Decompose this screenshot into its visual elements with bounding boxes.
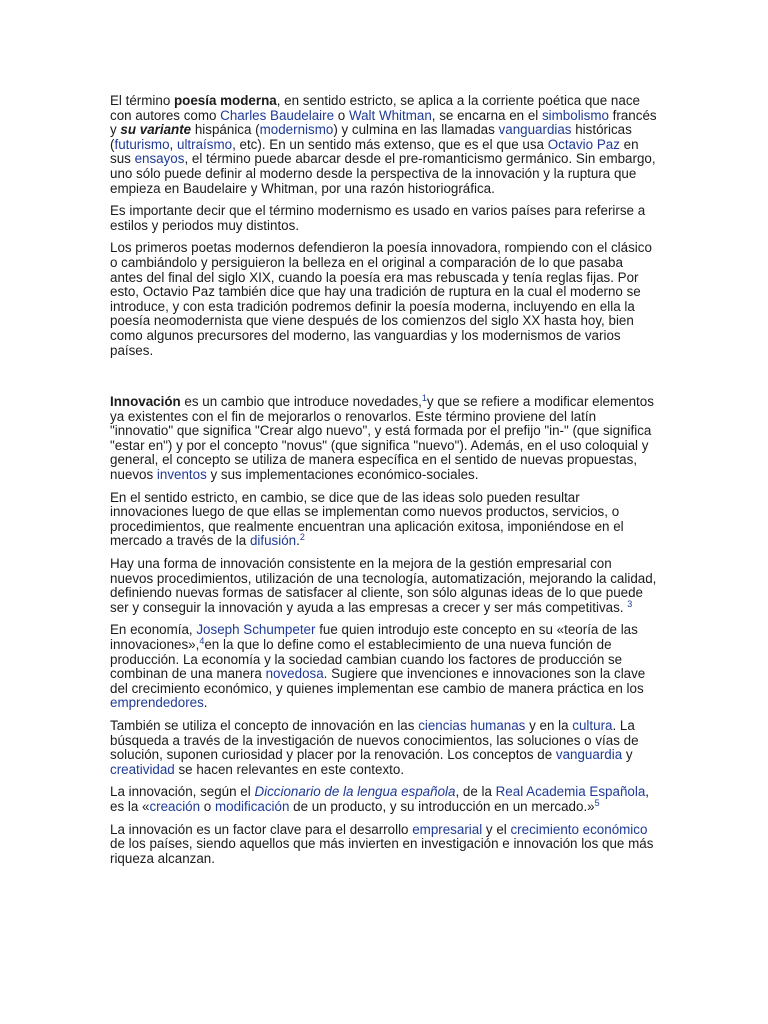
inline-link[interactable]: Joseph Schumpeter: [196, 622, 316, 638]
footnote-link[interactable]: 4: [199, 636, 205, 646]
text-run: , es la «: [110, 784, 649, 814]
text-run: , se encarna en el: [431, 107, 542, 123]
text-run: y sus implementaciones económico-sociales.: [206, 467, 479, 483]
inline-link[interactable]: ultraísmo: [177, 136, 233, 152]
inline-link[interactable]: empresarial: [412, 821, 483, 837]
text-run: , etc). En un sentido más extenso, que es el que usa: [232, 136, 548, 152]
inline-link[interactable]: difusión: [249, 533, 297, 549]
text-run: y el: [482, 821, 511, 837]
inline-link[interactable]: modificación: [214, 798, 290, 814]
inline-link[interactable]: Real Academia Española: [495, 784, 646, 800]
inline-link[interactable]: simbolismo: [541, 107, 609, 123]
text-run: También se utiliza el concepto de innovación en las: [110, 717, 419, 733]
text-run: En el sentido estricto, en cambio, se dice que de las ideas solo pueden resultar innovaciones luego de que ellas se implementan como nuevos productos, servicios, o procedimientos, que realmente encuentran una aplicación exitosa, imponiéndose en el mercado a través de la: [110, 489, 624, 549]
inline-link[interactable]: modernismo: [259, 122, 334, 138]
paragraph: [110, 94, 658, 196]
inline-link[interactable]: crecimiento económico: [510, 821, 648, 837]
paragraph: [110, 204, 658, 233]
text-run: fue quien introdujo este concepto en su «teoría de las innovaciones»,: [110, 622, 638, 652]
text-run: . La búsqueda a través de la investigación de nuevos conocimientos, las soluciones o vías de solución, suponen curiosidad y placer por la renovación. Los conceptos de: [110, 717, 639, 763]
footnote-link[interactable]: 3: [627, 598, 633, 609]
inline-link[interactable]: vanguardias: [498, 122, 572, 138]
text-run: En economía,: [110, 622, 197, 638]
paragraph: [110, 823, 658, 867]
footnote-ref[interactable]: [627, 599, 632, 609]
text-run: en sus: [110, 136, 639, 167]
text-run: La innovación, según el: [110, 784, 255, 800]
paragraph: [110, 623, 658, 711]
inline-link[interactable]: cultura: [572, 717, 613, 733]
inline-link[interactable]: creación: [149, 798, 201, 814]
text-run: se hacen relevantes en este contexto.: [174, 761, 405, 777]
inline-link[interactable]: Walt Whitman: [348, 107, 432, 123]
text-run: El término: [110, 93, 174, 108]
paragraph: [110, 785, 658, 814]
text-run: Es importante decir que el término modernismo es usado en varios países para referirse a estilos y periodos muy distintos.: [110, 203, 646, 233]
text-run: en la que lo define como el establecimiento de una nueva función de producción. La economía y la sociedad cambian cuando los factores de producción se combinan de una manera: [110, 637, 623, 682]
paragraph: [110, 395, 658, 483]
paragraph: [110, 719, 658, 777]
document-body: [110, 94, 658, 874]
text-run: o: [200, 798, 215, 814]
text-run: es un cambio que introduce novedades,: [180, 394, 422, 410]
text-run: , de la: [455, 784, 496, 800]
text-run: La innovación es un factor clave para el desarrollo: [110, 821, 413, 837]
text-run: . Sugiere que invenciones e innovaciones son la clave del crecimiento económico, y quienes implementan ese cambio de manera práctica en los: [110, 666, 646, 696]
text-run: de los países, siendo aquellos que más invierten en investigación e innovación los que más riqueza alcanzan.: [110, 836, 654, 866]
paragraph: [110, 557, 658, 615]
inline-link[interactable]: Diccionario de la lengua española: [254, 784, 456, 800]
text-run: históricas (: [110, 122, 632, 152]
text-run: .: [203, 695, 208, 711]
section-break: [110, 366, 658, 395]
footnote-ref[interactable]: [300, 532, 305, 542]
footnote-ref[interactable]: [595, 798, 600, 808]
bold-term: poesía moderna: [174, 93, 277, 108]
text-run: ) y culmina en las llamadas: [333, 122, 499, 138]
text-run: Hay una forma de innovación consistente en la mejora de la gestión empresarial con nuevos procedimientos, utilización de una tecnología, automatización, mejorando la calidad, definiendo nuevas formas de satisfacer al cliente, son sólo algunas ideas de lo que puede ser y conseguir la innovación y ayuda a las empresas a crecer y ser más competitivas.: [110, 556, 657, 615]
inline-link[interactable]: emprendedores: [110, 695, 204, 711]
inline-link[interactable]: futurismo: [114, 136, 170, 152]
paragraph: [110, 491, 658, 549]
footnote-link[interactable]: 1: [421, 393, 427, 404]
bold-term: su variante: [120, 122, 192, 138]
text-run: hispánica (: [191, 122, 260, 138]
inline-link[interactable]: Octavio Paz: [547, 136, 620, 152]
text-run: y: [622, 747, 633, 763]
text-run: francés y: [110, 107, 657, 138]
inline-link[interactable]: ensayos: [134, 151, 185, 167]
text-run: , el término puede abarcar desde el pre-romanticismo germánico. Sin embargo, uno sólo puede definir al moderno desde la perspectiva de la innovación y la ruptura que empieza en Baudelaire y Whitman, por una razón historiográfica.: [110, 151, 656, 196]
text-run: y que se refiere a modificar elementos ya existentes con el fin de mejorarlos o renovarlos. Este término proviene del latín "innovatio" que significa "Crear algo nuevo", y está formada por el prefijo "in-" (que significa "estar en") y por el concepto "novus" (que significa "nuevo"). Además, en el uso coloquial y general, el concepto se utiliza de manera específica en el sentido de nuevas propuestas, nuevos: [110, 394, 654, 483]
inline-link[interactable]: vanguardia: [555, 747, 623, 763]
inline-link[interactable]: ciencias humanas: [418, 717, 526, 733]
inline-link[interactable]: inventos: [156, 467, 207, 483]
bold-term: Innovación: [110, 394, 181, 410]
footnote-link[interactable]: 5: [594, 797, 600, 808]
inline-link[interactable]: novedosa: [265, 666, 324, 682]
text-run: Los primeros poetas modernos defendieron la poesía innovadora, rompiendo con el clásico o cambiándolo y persiguieron la belleza en el original a comparación de lo que pasaba antes del final del siglo XIX, cuando la poesía era mas rebuscada y tenía reglas fijas. Por esto, Octavio Paz también dice que hay una tradición de ruptura en la cual el moderno se introduce, y con esta tradición podremos definir la poesía moderna, incluyendo en ella la poesía neomodernista que viene después de los comienzos del siglo XX hasta hoy, bien como algunos precursores del moderno, las vanguardias y los modernismos de varios países.: [110, 240, 652, 358]
footnote-link[interactable]: 2: [299, 532, 305, 543]
text-run: de un producto, y su introducción en un mercado.»: [289, 798, 595, 814]
inline-link[interactable]: Charles Baudelaire: [220, 107, 335, 123]
text-run: , en sentido estricto, se aplica a la corriente poética que nace con autores como: [110, 93, 640, 123]
inline-link[interactable]: creatividad: [110, 761, 175, 777]
text-run: .: [296, 533, 300, 549]
text-run: ,: [169, 136, 177, 152]
text-run: y en la: [525, 717, 573, 733]
text-run: o: [334, 107, 349, 123]
paragraph: [110, 241, 658, 358]
